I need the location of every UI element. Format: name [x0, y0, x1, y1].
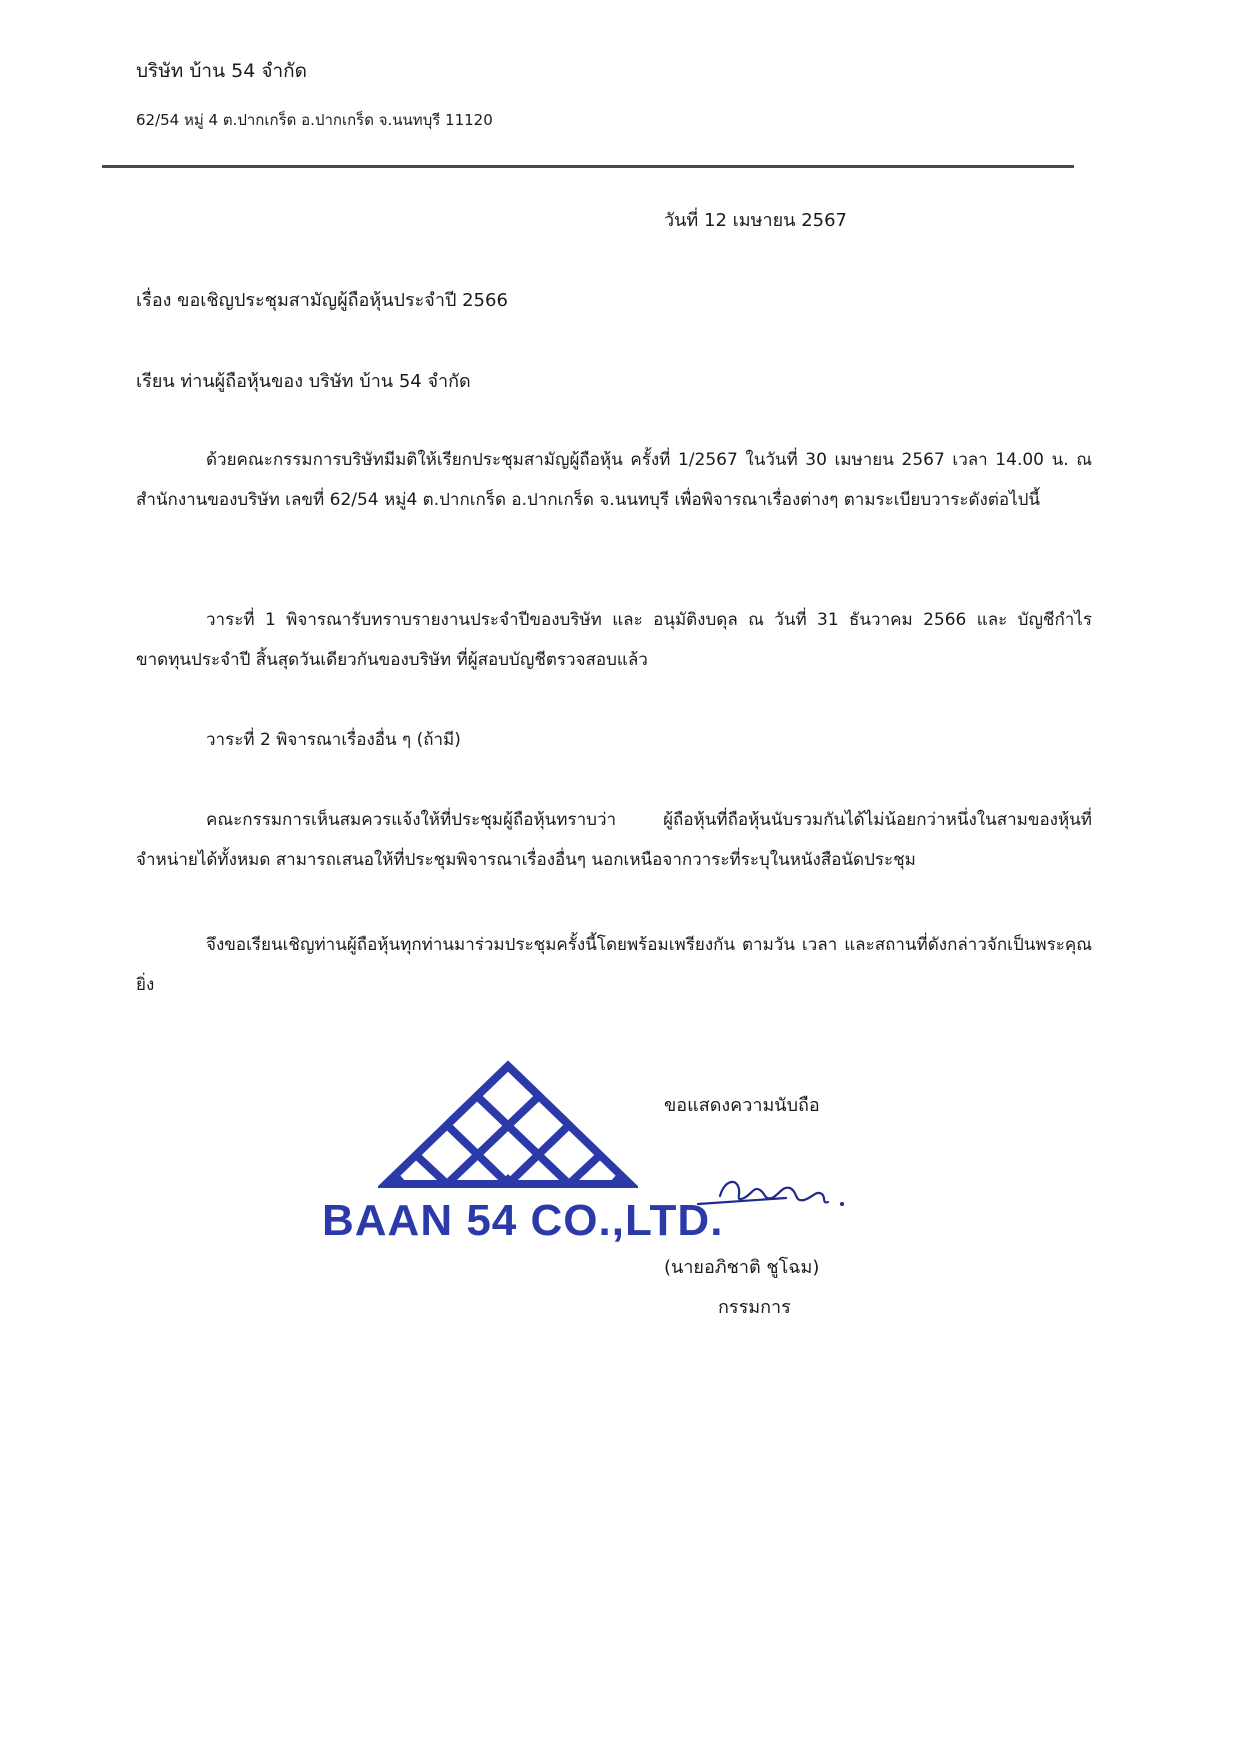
body-paragraph-shareholder-proposals: คณะกรรมการเห็นสมควรแจ้งให้ที่ประชุมผู้ถือหุ้นทราบว่า ผู้ถือหุ้นที่ถือหุ้นนับรวมกันได้ไม่น้อยกว่าหนึ่งในสามของหุ้นที่จำหน่ายได้ทั้งหมด สามารถเสนอให้ที่ประชุมพิจารณาเรื่องอื่นๆ นอกเหนือจากวาระที่ระบุในหนังสือนัดประชุม [136, 810, 1092, 870]
company-logo-text: BAAN 54 CO.,LTD. [322, 1196, 724, 1245]
body-paragraph-invitation: จึงขอเรียนเชิญท่านผู้ถือหุ้นทุกท่านมาร่วมประชุมครั้งนี้โดยพร้อมเพรียงกัน ตามวัน เวลา และสถานที่ดังกล่าวจักเป็นพระคุณยิ่ง [136, 935, 1092, 995]
company-address: 62/54 หมู่ 4 ต.ปากเกร็ด อ.ปากเกร็ด จ.นนทบุรี 11120 [136, 111, 493, 129]
letter-closing: ขอแสดงความนับถือ [664, 1095, 820, 1116]
letter-subject: เรื่อง ขอเชิญประชุมสามัญผู้ถือหุ้นประจำปี 2566 [136, 290, 508, 311]
signer-title: กรรมการ [718, 1297, 791, 1318]
agenda-item-1: วาระที่ 1 พิจารณารับทราบรายงานประจำปีของบริษัท และ อนุมัติงบดุล ณ วันที่ 31 ธันวาคม 2566 และ บัญชีกำไรขาดทุนประจำปี สิ้นสุดวันเดียวกันของบริษัท ที่ผู้สอบบัญชีตรวจสอบแล้ว [136, 610, 1092, 670]
agenda-item-2: วาระที่ 2 พิจารณาเรื่องอื่น ๆ (ถ้ามี) [206, 730, 461, 750]
signer-name: (นายอภิชาติ ชูโฉม) [664, 1257, 820, 1278]
letterhead-divider [102, 165, 1074, 168]
letter-date: วันที่ 12 เมษายน 2567 [664, 210, 847, 231]
company-logo-icon [378, 1060, 638, 1192]
letter-salutation: เรียน ท่านผู้ถือหุ้นของ บริษัท บ้าน 54 จำกัด [136, 371, 471, 392]
body-paragraph-intro: ด้วยคณะกรรมการบริษัทมีมติให้เรียกประชุมสามัญผู้ถือหุ้น ครั้งที่ 1/2567 ในวันที่ 30 เมษายน 2567 เวลา 14.00 น. ณ สำนักงานของบริษัท เลขที่ 62/54 หมู่4 ต.ปากเกร็ด อ.ปากเกร็ด จ.นนทบุรี เพื่อพิจารณาเรื่องต่างๆ ตามระเบียบวาระดังต่อไปนี้ [136, 450, 1092, 510]
signature-icon [694, 1168, 854, 1218]
company-name: บริษัท บ้าน 54 จำกัด [136, 60, 307, 82]
